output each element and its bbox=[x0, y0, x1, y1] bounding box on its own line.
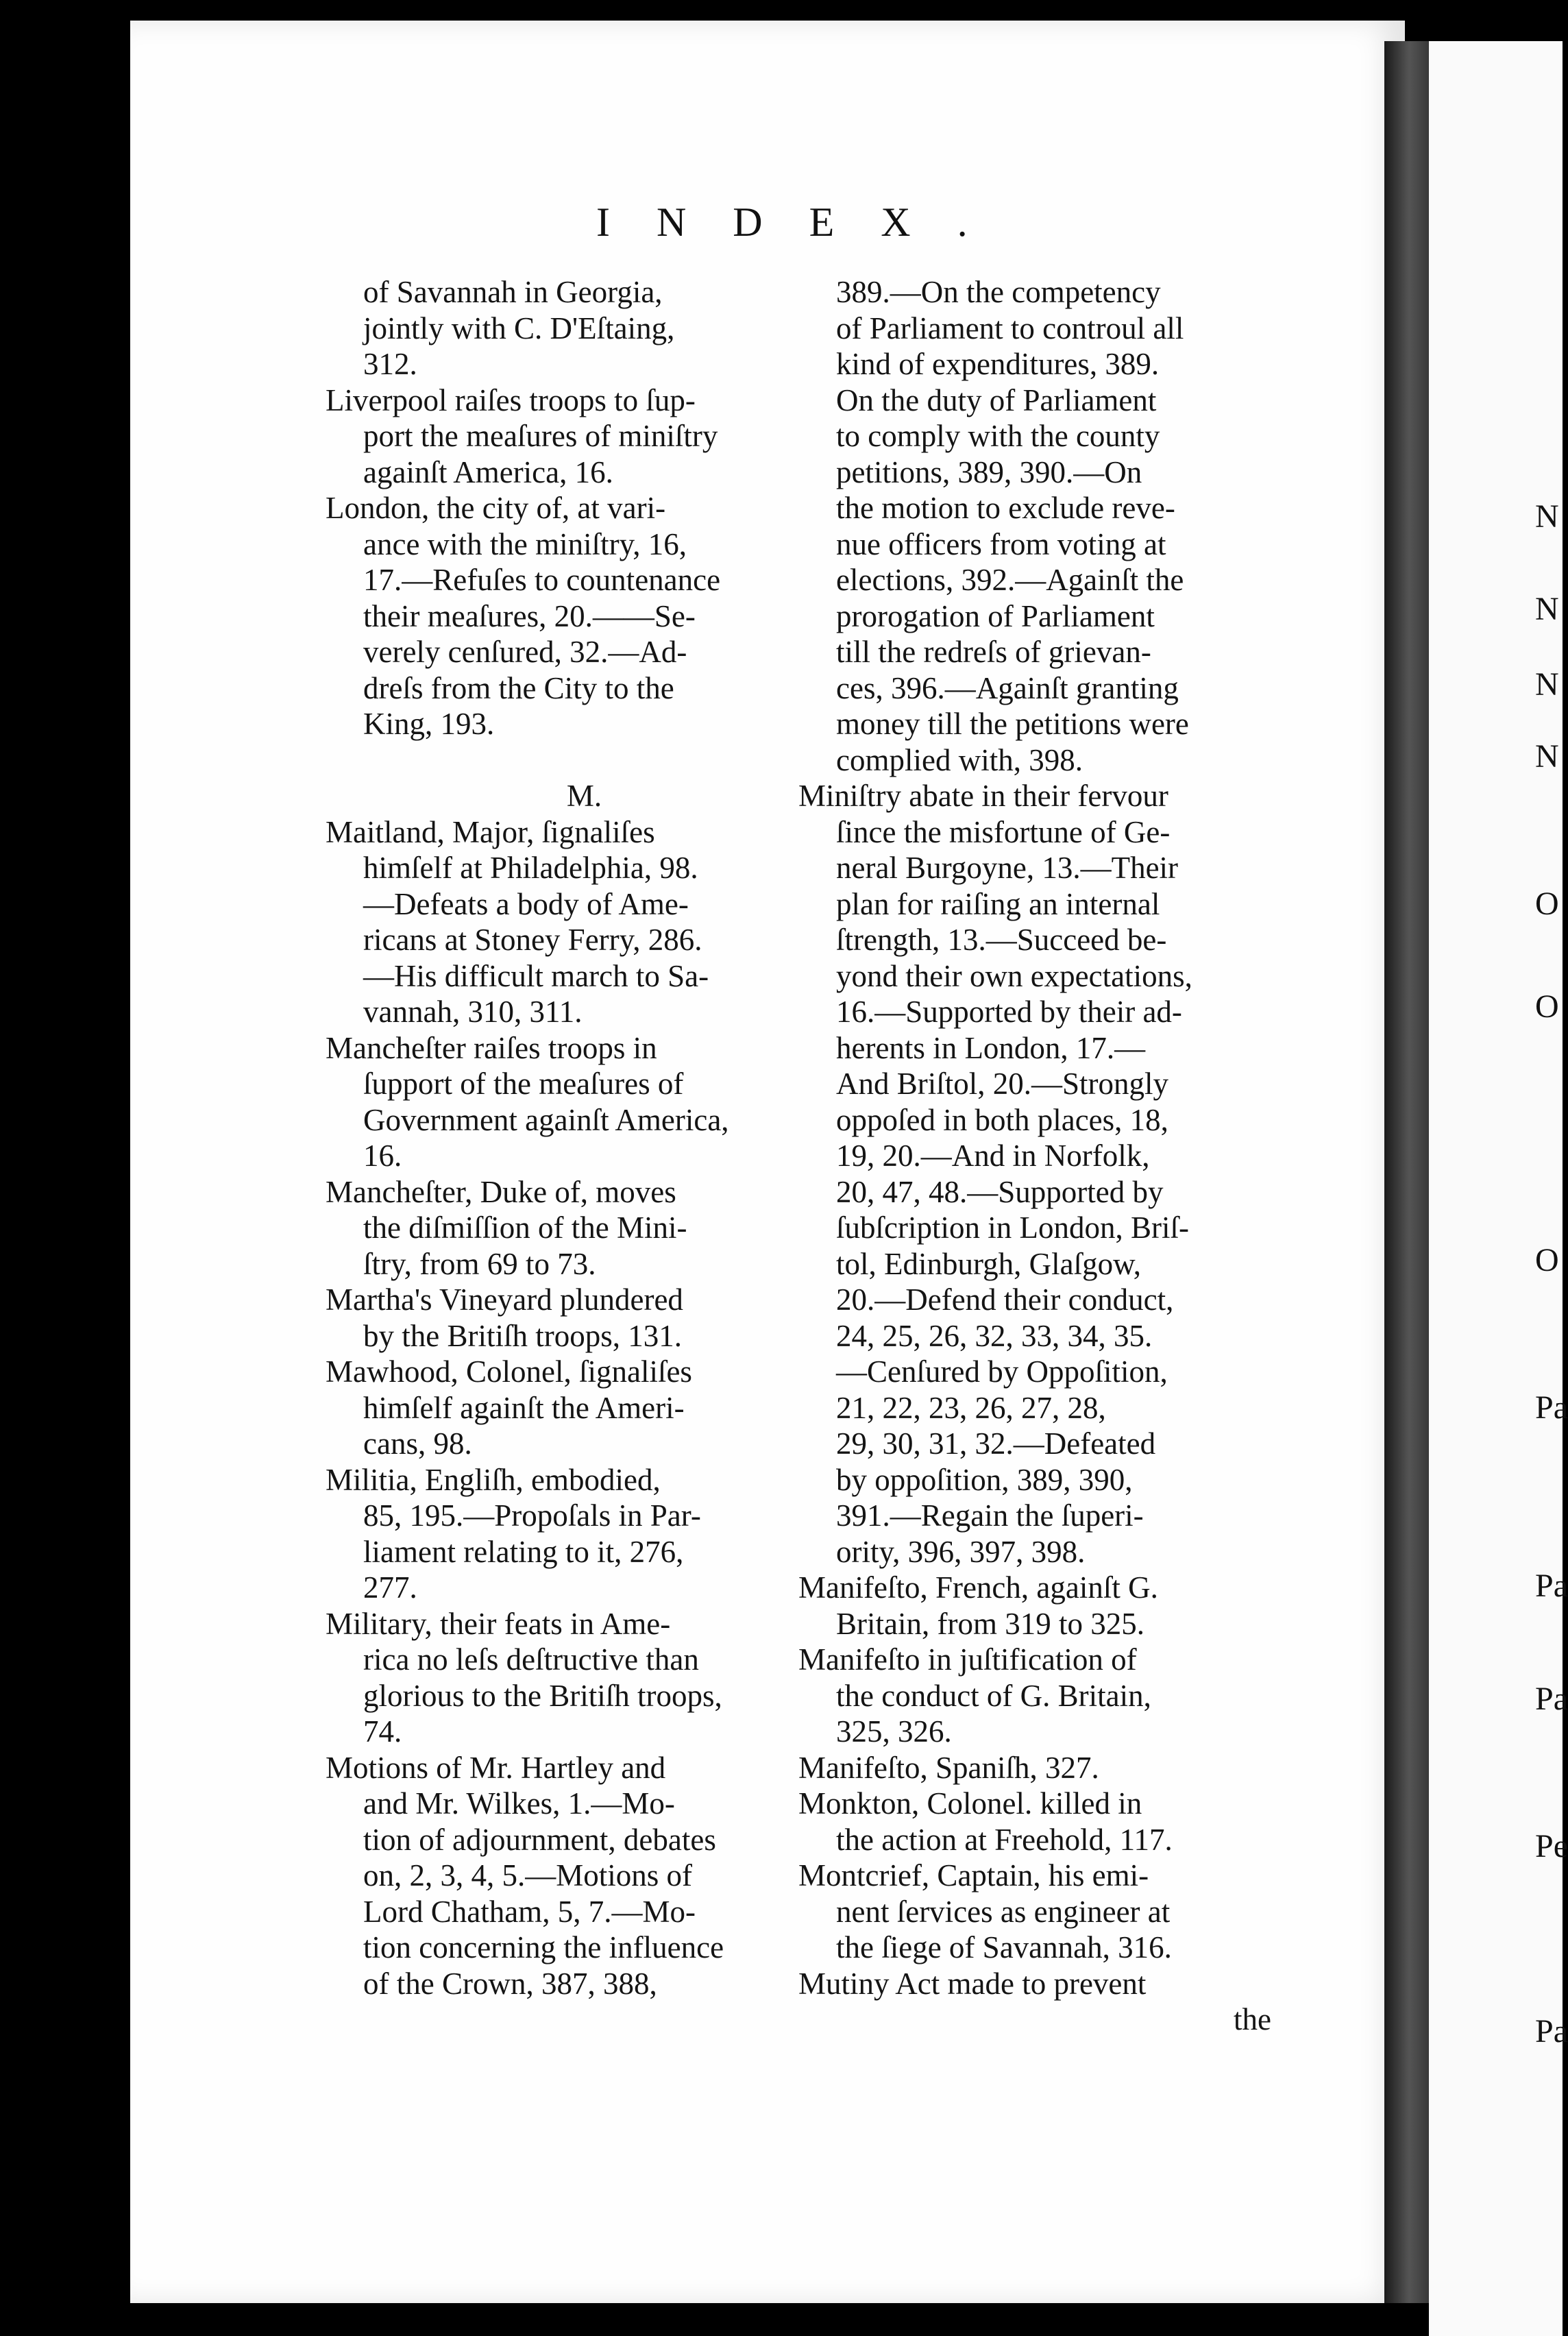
index-line: —His difficult march to Sa- bbox=[363, 958, 709, 993]
facing-page-fragment: Pa bbox=[1535, 1568, 1568, 1604]
index-line: 19, 20.—And in Norfolk, bbox=[836, 1139, 1150, 1173]
index-line: himſelf at Philadelphia, 98. bbox=[363, 851, 698, 885]
index-line: ſtrength, 13.—Succeed be- bbox=[836, 923, 1167, 957]
index-line: 20, 47, 48.—Supported by bbox=[836, 1174, 1164, 1209]
index-line: Montcrief, Captain, his emi- bbox=[798, 1858, 1149, 1893]
index-line: 312. bbox=[363, 347, 417, 381]
index-line: Manifeſto in juſtification of bbox=[798, 1642, 1137, 1677]
index-line bbox=[326, 742, 805, 779]
index-line: tol, Edinburgh, Glaſgow, bbox=[836, 1246, 1141, 1281]
index-line: to comply with the county bbox=[836, 419, 1160, 453]
index-line: ces, 396.—Againſt granting bbox=[836, 670, 1179, 705]
index-line: money till the petitions were bbox=[836, 707, 1189, 741]
index-line: ance with the miniſtry, 16, bbox=[363, 526, 687, 561]
index-line: tion concerning the influence bbox=[363, 1930, 724, 1964]
index-line: the ſiege of Savannah, 316. bbox=[836, 1930, 1172, 1964]
index-line: London, the city of, at vari- bbox=[326, 491, 666, 525]
index-line: Mancheſter, Duke of, moves bbox=[326, 1174, 676, 1209]
index-line: 24, 25, 26, 32, 33, 34, 35. bbox=[836, 1318, 1153, 1353]
facing-page-fragment: Pa bbox=[1535, 1681, 1568, 1717]
index-line: neral Burgoyne, 13.—Their bbox=[836, 851, 1179, 885]
index-line: Liverpool raiſes troops to ſup- bbox=[326, 382, 696, 417]
index-line: 391.—Regain the ſuperi- bbox=[836, 1498, 1144, 1533]
index-line: ſupport of the meaſures of bbox=[363, 1067, 684, 1101]
index-line: —Cenſured by Oppoſition, bbox=[836, 1354, 1168, 1389]
index-line: nent ſervices as engineer at bbox=[836, 1894, 1171, 1929]
index-line: by the Britiſh troops, 131. bbox=[363, 1318, 682, 1353]
index-line: 29, 30, 31, 32.—Defeated bbox=[836, 1426, 1156, 1461]
index-line: ricans at Stoney Ferry, 286. bbox=[363, 923, 702, 957]
facing-page-fragment: O bbox=[1535, 988, 1559, 1025]
index-line: And Briſtol, 20.—Strongly bbox=[836, 1067, 1169, 1101]
index-line: Militia, Engliſh, embodied, bbox=[326, 1462, 661, 1497]
index-line: ſtry, from 69 to 73. bbox=[363, 1246, 596, 1281]
index-line: the diſmiſſion of the Mini- bbox=[363, 1210, 687, 1245]
index-line: port the meaſures of miniſtry bbox=[363, 419, 718, 453]
index-line: Monkton, Colonel. killed in bbox=[798, 1786, 1142, 1821]
index-line: Mawhood, Colonel, ſignaliſes bbox=[326, 1354, 692, 1389]
index-line: ſubſcription in London, Briſ- bbox=[836, 1210, 1189, 1245]
index-line: 17.—Refuſes to countenance bbox=[363, 563, 721, 597]
facing-page-fragment: O bbox=[1535, 886, 1559, 922]
index-line: petitions, 389, 390.—On bbox=[836, 454, 1142, 489]
index-line: Mancheſter raiſes troops in bbox=[326, 1030, 657, 1065]
index-line: himſelf againſt the Ameri- bbox=[363, 1390, 685, 1425]
index-line: ority, 396, 397, 398. bbox=[836, 1534, 1086, 1569]
page-header: INDEX. bbox=[596, 199, 1014, 245]
index-line: Manifeſto, Spaniſh, 327. bbox=[798, 1750, 1099, 1785]
index-line: 74. bbox=[363, 1714, 402, 1749]
index-line: yond their own expectations, bbox=[836, 958, 1192, 993]
index-line: oppoſed in both places, 18, bbox=[836, 1102, 1168, 1137]
facing-page-fragment: Pe bbox=[1535, 1828, 1568, 1864]
index-line: jointly with C. D'Eſtaing, bbox=[363, 311, 675, 345]
index-line: of Parliament to controul all bbox=[836, 311, 1184, 345]
index-line: till the redreſs of grievan- bbox=[836, 635, 1151, 669]
facing-page-fragment: N bbox=[1535, 498, 1559, 535]
index-line: vannah, 310, 311. bbox=[363, 995, 583, 1029]
index-line: liament relating to it, 276, bbox=[363, 1534, 684, 1569]
index-line: complied with, 398. bbox=[836, 742, 1083, 777]
index-line: glorious to the Britiſh troops, bbox=[363, 1678, 722, 1713]
index-line: kind of expenditures, 389. bbox=[836, 347, 1160, 381]
index-line: of the Crown, 387, 388, bbox=[363, 1966, 657, 2001]
index-column-right bbox=[798, 274, 1271, 2038]
index-line: King, 193. bbox=[363, 707, 495, 741]
index-line: the conduct of G. Britain, bbox=[836, 1678, 1151, 1713]
index-line: Miniſtry abate in their fervour bbox=[798, 779, 1168, 813]
index-line: 20.—Defend their conduct, bbox=[836, 1282, 1174, 1317]
facing-page-fragment: N bbox=[1535, 666, 1559, 703]
index-line: cans, 98. bbox=[363, 1426, 472, 1461]
index-line: —Defeats a body of Ame- bbox=[363, 886, 689, 921]
index-line: M. bbox=[566, 779, 602, 813]
index-line: elections, 392.—Againſt the bbox=[836, 563, 1184, 597]
index-line: 16. bbox=[363, 1139, 402, 1173]
index-line: Maitland, Major, ſignaliſes bbox=[326, 814, 655, 849]
index-line: Lord Chatham, 5, 7.—Mo- bbox=[363, 1894, 696, 1929]
index-line: verely cenſured, 32.—Ad- bbox=[363, 635, 687, 669]
index-line: againſt America, 16. bbox=[363, 454, 613, 489]
index-line: the motion to exclude reve- bbox=[836, 491, 1175, 525]
index-line: prorogation of Parliament bbox=[836, 598, 1155, 633]
index-line: 325, 326. bbox=[836, 1714, 952, 1749]
index-line: their meaſures, 20.——Se- bbox=[363, 598, 696, 633]
index-line: and Mr. Wilkes, 1.—Mo- bbox=[363, 1786, 675, 1821]
index-line: plan for raiſing an internal bbox=[836, 886, 1160, 921]
index-line: Britain, from 319 to 325. bbox=[836, 1606, 1144, 1641]
index-line: 85, 195.—Propoſals in Par- bbox=[363, 1498, 701, 1533]
index-line: Manifeſto, French, againſt G. bbox=[798, 1570, 1158, 1605]
facing-page-fragment: O bbox=[1535, 1242, 1559, 1278]
index-line: 16.—Supported by their ad- bbox=[836, 995, 1182, 1029]
index-line: On the duty of Parliament bbox=[836, 382, 1157, 417]
index-line: 277. bbox=[363, 1570, 417, 1605]
facing-page-fragment: Pa bbox=[1535, 1389, 1568, 1426]
index-line: nue officers from voting at bbox=[836, 526, 1166, 561]
index-line: tion of adjournment, debates bbox=[363, 1822, 716, 1857]
index-line: on, 2, 3, 4, 5.—Motions of bbox=[363, 1858, 693, 1893]
index-line: by oppoſition, 389, 390, bbox=[836, 1462, 1133, 1497]
index-line: rica no leſs deſtructive than bbox=[363, 1642, 699, 1677]
index-line: Motions of Mr. Hartley and bbox=[326, 1750, 666, 1785]
index-line: herents in London, 17.— bbox=[836, 1030, 1146, 1065]
index-line: of Savannah in Georgia, bbox=[363, 275, 663, 309]
index-line: 21, 22, 23, 26, 27, 28, bbox=[836, 1390, 1106, 1425]
index-line: 389.—On the competency bbox=[836, 275, 1161, 309]
index-line: the action at Freehold, 117. bbox=[836, 1822, 1173, 1857]
index-line: ſince the misfortune of Ge- bbox=[836, 814, 1171, 849]
index-line: Martha's Vineyard plundered bbox=[326, 1282, 683, 1317]
index-column-left bbox=[326, 274, 805, 2002]
index-line: Military, their feats in Ame- bbox=[326, 1606, 671, 1641]
index-line: the bbox=[1234, 2002, 1271, 2036]
facing-page-fragment: N bbox=[1535, 591, 1559, 627]
facing-page bbox=[1429, 41, 1568, 2336]
index-line: dreſs from the City to the bbox=[363, 670, 674, 705]
index-line: Government againſt America, bbox=[363, 1102, 729, 1137]
facing-page-fragment: N bbox=[1535, 738, 1559, 775]
index-line: Mutiny Act made to prevent bbox=[798, 1966, 1147, 2001]
facing-page-fragment: Pa bbox=[1535, 2013, 1568, 2049]
